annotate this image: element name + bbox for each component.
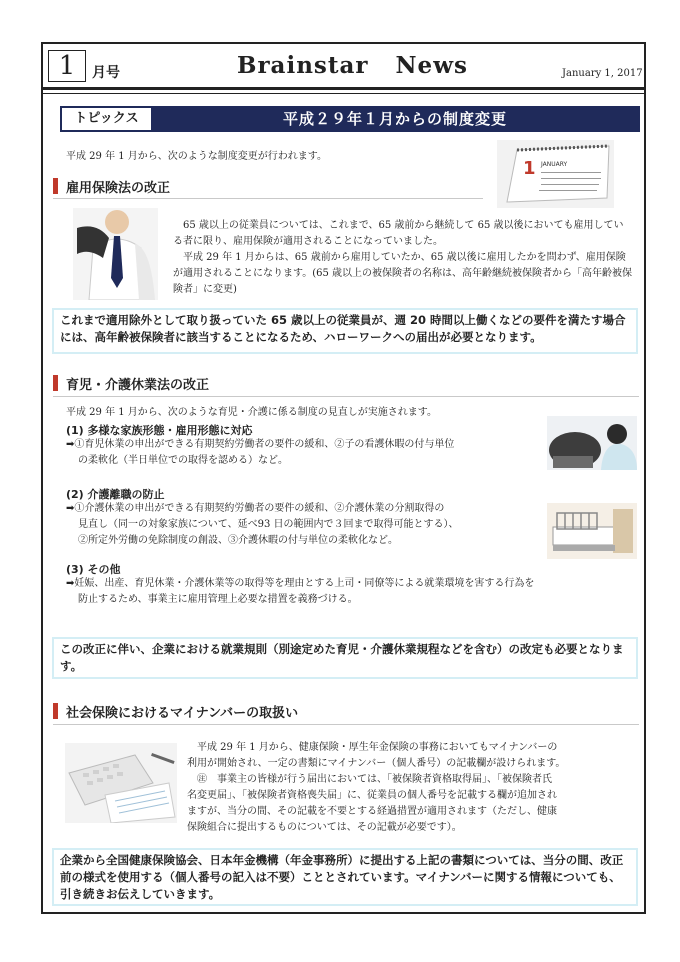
svg-text:JANUARY: JANUARY <box>541 161 568 168</box>
section-rule <box>53 396 639 397</box>
header-rule-thin <box>43 93 644 94</box>
section-heading-childcare-leave: 育児・介護休業法の改正 <box>53 374 209 393</box>
businessman-photo <box>73 208 158 300</box>
item2-line2: 見直し（同一の対象家族について、延べ93 日の範囲内で３回まで取得可能とする）、 <box>78 519 459 530</box>
issue-date: January 1, 2017 <box>562 68 643 79</box>
item2-title: (2) 介護離職の防止 <box>66 488 165 501</box>
arrow-icon: ➡ <box>66 503 75 514</box>
my-number-callout: 企業から全国健康保険協会、日本年金機構（年金事務所）に提出する上記の書類については、当分の間、改正前の様式を使用する（個人番号の記入は不要）こととされています。マイナンバーに関する情報についても、引き続きお伝えしていきます。 <box>52 848 638 906</box>
employment-callout: これまで適用除外として取り扱っていた 65 歳以上の従業員が、週 20 時間以上働くなどの要件を満たす場合には、高年齢被保険者に該当することになるため、ハローワークへの届出が必要となります。 <box>52 308 638 354</box>
documents-keyboard-photo <box>65 743 177 823</box>
my-number-line6: 保険組合に提出するものについては、その記載が必要です）。 <box>187 822 462 833</box>
item2-line3: ②所定外労働の免除制度の創設、③介護休暇の付与単位の柔軟化など。 <box>78 535 398 546</box>
employment-para1: 65 歳以上の従業員については、これまで、65 歳前から継続して 65 歳以後においても雇用している者に限り、雇用保険が適用されることになっていました。 <box>173 220 624 247</box>
item3-title: (3) その他 <box>66 563 121 576</box>
svg-text:1: 1 <box>523 158 536 179</box>
item3-line1: ➡妊娠、出産、育児休業・介護休業等の取得等を理由とする上司・同僚等による就業環境を害する行為を <box>66 578 535 589</box>
my-number-line2: 利用が開始され、一定の書類にマイナンバー（個人番号）の記載欄が設けられます。 <box>187 758 566 769</box>
item2-line1: ➡①介護休業の申出ができる有期契約労働者の要件の緩和、②介護休業の分割取得の <box>66 503 445 514</box>
childcare-intro: 平成 29 年 1 月から、次のような育児・介護に係る制度の見直しが実施されます。 <box>66 407 438 418</box>
section-heading-my-number: 社会保険におけるマイナンバーの取扱い <box>53 702 298 721</box>
item1-line1: ➡①育児休業の申出ができる有期契約労働者の要件の緩和、②子の看護休暇の付与単位 <box>66 439 455 450</box>
arrow-icon: ➡ <box>66 578 75 589</box>
my-number-line5: ますが、当分の間、その記載を不要とする経過措置が適用されます（ただし、健康 <box>187 806 557 817</box>
section-rule <box>53 198 483 199</box>
header-rule <box>43 87 644 90</box>
childcare-callout: この改正に伴い、企業における就業規則（別途定めた育児・介護休業規程などを含む）の改定も必要となります。 <box>52 637 638 679</box>
intro-text: 平成 29 年 1 月から、次のような制度変更が行われます。 <box>66 151 328 162</box>
heading-marker <box>53 703 58 719</box>
item1-title: (1) 多様な家族形態・雇用形態に対応 <box>66 424 253 437</box>
item1-line2: の柔軟化（半日単位での取得を認める）など。 <box>78 455 288 466</box>
month-number: 1 <box>48 50 86 82</box>
my-number-line1: 平成 29 年 1 月から、健康保険・厚生年金保険の事務においてもマイナンバーの <box>187 742 558 753</box>
care-bed-photo <box>547 503 637 559</box>
caregiver-photo <box>547 416 637 470</box>
my-number-line4: 名変更届」、「被保険者資格喪失届」に、従業員の個人番号を記載する欄が追加され <box>187 790 557 801</box>
newsletter-title: Brainstar News <box>237 52 468 79</box>
section-heading-employment-insurance: 雇用保険法の改正 <box>53 177 170 196</box>
month-label: 月号 <box>92 65 120 81</box>
arrow-icon: ➡ <box>66 439 75 450</box>
section-rule <box>53 724 639 725</box>
calendar-photo <box>497 140 614 208</box>
heading-marker <box>53 178 58 194</box>
employment-para2: 平成 29 年 1 月からは、65 歳前から雇用していたか、65 歳以後に雇用したかを問わず、雇用保険が適用されることになります。(65 歳以上の被保険者の名称は、高年齢継続被保険者から「高年齢被保険者」に変更) <box>173 252 633 295</box>
item3-line2: 防止するため、事業主に雇用管理上必要な措置を義務づける。 <box>78 594 358 605</box>
topic-label: トピックス <box>60 106 153 132</box>
my-number-line3: ㊟ 事業主の皆様が行う届出においては、「被保険者資格取得届」、「被保険者氏 <box>187 774 552 785</box>
heading-marker <box>53 375 58 391</box>
topic-title: 平成２９年１月からの制度変更 <box>150 106 640 132</box>
